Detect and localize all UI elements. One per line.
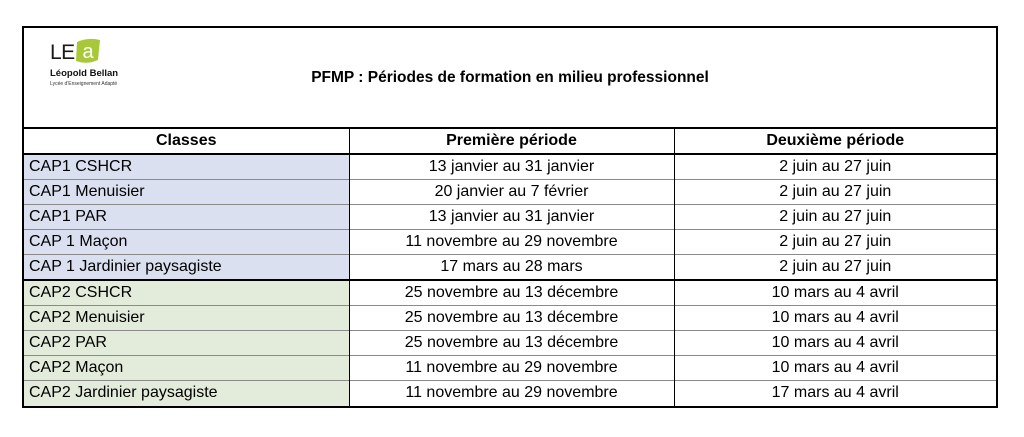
class-cell: CAP 1 Jardinier paysagiste xyxy=(24,255,349,281)
logo-school-subtitle: Lycée d'Enseignement Adapté xyxy=(50,81,118,87)
schedule-sheet xyxy=(22,26,998,408)
class-cell: CAP1 Menuisier xyxy=(24,180,349,205)
table-row xyxy=(24,381,996,406)
table-row xyxy=(24,180,996,205)
class-cell: CAP2 Menuisier xyxy=(24,306,349,331)
table-row xyxy=(24,154,996,180)
first-period-cell: 20 janvier au 7 février xyxy=(349,180,674,205)
first-period-cell: 25 novembre au 13 décembre xyxy=(349,306,674,331)
table-row xyxy=(24,331,996,356)
class-cell: CAP2 Jardinier paysagiste xyxy=(24,381,349,406)
table-row xyxy=(24,255,996,281)
second-period-cell: 2 juin au 27 juin xyxy=(779,158,892,175)
first-period-cell: 25 novembre au 13 décembre xyxy=(349,331,674,356)
pfmp-table xyxy=(24,129,996,406)
sheet-header xyxy=(24,28,996,129)
page-title: PFMP : Périodes de formation en milieu professionnel xyxy=(311,69,709,86)
table-row xyxy=(24,230,996,255)
table-row xyxy=(24,205,996,230)
class-cell: CAP1 CSHCR xyxy=(24,154,349,180)
second-period-cell: 17 mars au 4 avril xyxy=(674,381,996,406)
class-cell: CAP1 PAR xyxy=(24,205,349,230)
first-period-cell: 11 novembre au 29 novembre xyxy=(349,230,674,255)
column-header-premiere-periode: Première période xyxy=(349,129,674,154)
first-period-cell: 13 janvier au 31 janvier xyxy=(349,205,674,230)
first-period-cell: 17 mars au 28 mars xyxy=(349,255,674,281)
logo-school-name: Léopold Bellan xyxy=(50,68,119,79)
second-period-cell: 2 juin au 27 juin xyxy=(674,205,996,230)
column-header-classes: Classes xyxy=(24,129,349,154)
class-cell: CAP2 PAR xyxy=(24,331,349,356)
table-row xyxy=(24,356,996,381)
first-period-cell: 11 novembre au 29 novembre xyxy=(349,381,674,406)
second-period-cell: 2 juin au 27 juin xyxy=(674,180,996,205)
column-header-deuxieme-periode: Deuxième période xyxy=(674,129,996,154)
second-period-cell: 10 mars au 4 avril xyxy=(674,331,996,356)
class-cell: CAP2 CSHCR xyxy=(24,280,349,306)
class-cell: CAP 1 Maçon xyxy=(24,230,349,255)
second-period-cell: 10 mars au 4 avril xyxy=(674,356,996,381)
table-row xyxy=(24,306,996,331)
first-period-cell: 11 novembre au 29 novembre xyxy=(349,356,674,381)
second-period-cell: 2 juin au 27 juin xyxy=(674,255,996,281)
logo-badge-icon xyxy=(74,38,102,64)
logo-wordmark: LE xyxy=(50,41,75,64)
class-cell: CAP2 Maçon xyxy=(24,356,349,381)
table-row xyxy=(24,280,996,306)
first-period-cell: 13 janvier au 31 janvier xyxy=(349,154,674,180)
second-period-cell: 10 mars au 4 avril xyxy=(674,306,996,331)
table-header-row xyxy=(24,129,996,154)
second-period-cell: 2 juin au 27 juin xyxy=(674,230,996,255)
logo-badge-letter: a xyxy=(82,41,94,63)
logo-mark xyxy=(50,38,102,64)
second-period-cell: 10 mars au 4 avril xyxy=(674,280,996,306)
first-period-cell: 25 novembre au 13 décembre xyxy=(349,280,674,306)
